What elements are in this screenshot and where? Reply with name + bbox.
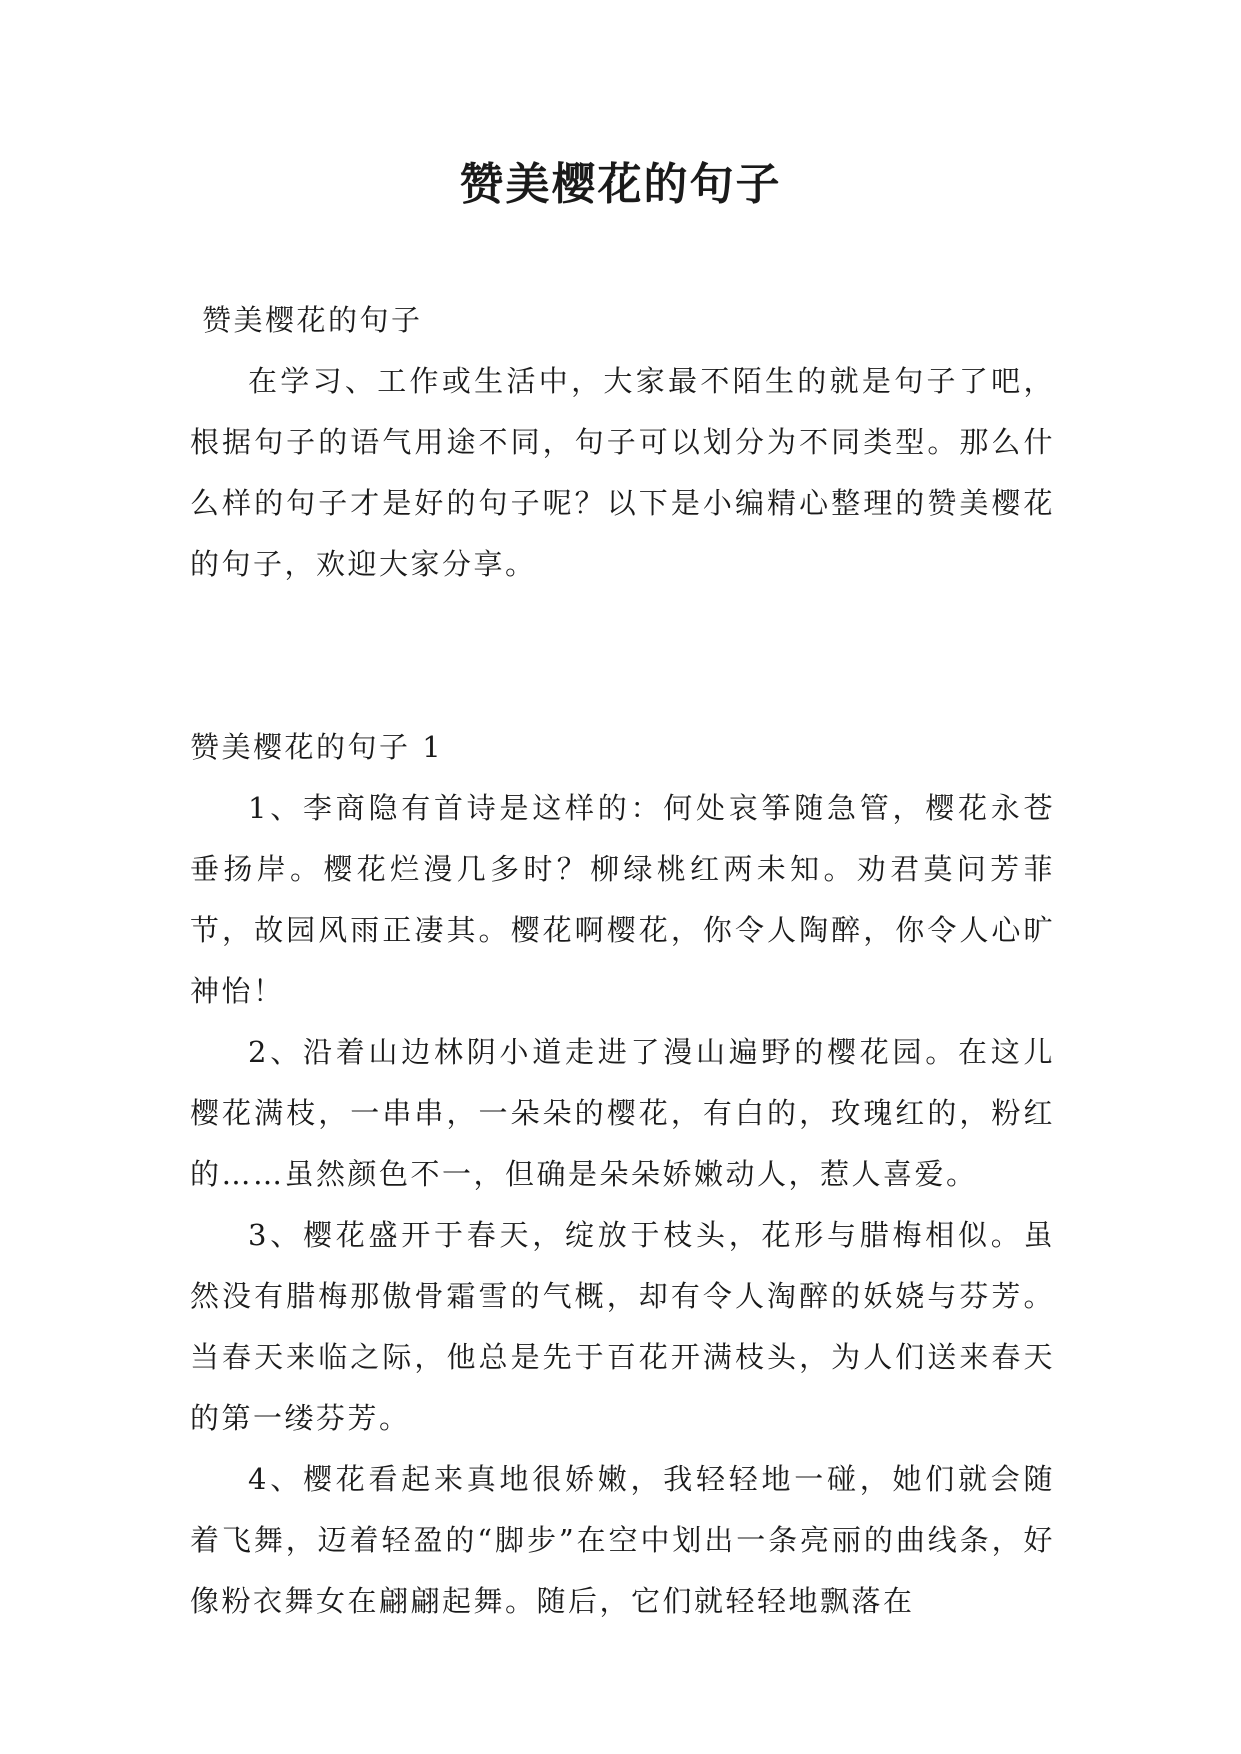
document-title: 赞美樱花的句子 [459, 159, 782, 210]
section-heading: 赞美樱花的句子 1 [190, 730, 444, 764]
intro-paragraph: 在学习、工作或生活中，大家最不陌生的就是句子了吧，根据句子的语气用途不同，句子可以划分为不同类型。那么什么样的句子才是好的句子呢？以下是小编精心整理的赞美樱花的句子，欢迎大家分享。 [190, 364, 1055, 581]
document-body [190, 290, 1055, 1632]
paragraph-3: 3、樱花盛开于春天，绽放于枝头，花形与腊梅相似。虽然没有腊梅那傲骨霜雪的气概，却有令人淘醉的妖娆与芬芳。当春天来临之际，他总是先于百花开满枝头，为人们送来春天的第一缕芬芳。 [190, 1218, 1055, 1435]
paragraph-2: 2、沿着山边林阴小道走进了漫山遍野的樱花园。在这儿樱花满枝，一串串，一朵朵的樱花，有白的，玫瑰红的，粉红的……虽然颜色不一，但确是朵朵娇嫩动人，惹人喜爱。 [190, 1035, 1055, 1191]
paragraph-4: 4、樱花看起来真地很娇嫩，我轻轻地一碰，她们就会随着飞舞，迈着轻盈的“脚步”在空中划出一条亮丽的曲线条，好像粉衣舞女在翩翩起舞。随后，它们就轻轻地飘落在 [190, 1462, 1055, 1618]
blank-gap [190, 595, 1055, 717]
subtitle: 赞美樱花的句子 [202, 303, 423, 337]
paragraph-1: 1、李商隐有首诗是这样的：何处哀筝随急管，樱花永苍垂扬岸。樱花烂漫几多时？柳绿桃红两未知。劝君莫问芳菲节，故园风雨正凄其。樱花啊樱花，你令人陶醉，你令人心旷神怡！ [190, 791, 1055, 1008]
